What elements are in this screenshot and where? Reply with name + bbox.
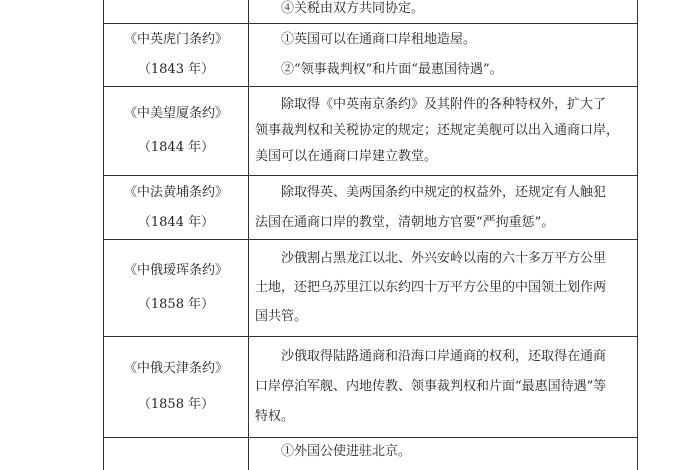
- treaty-term-line: 特权。: [255, 409, 295, 424]
- treaty-name-cell: [104, 87, 249, 176]
- table-row: [104, 0, 638, 24]
- treaty-year: （1844 年）: [137, 140, 215, 155]
- treaty-name: 《中法黄埔条约》: [123, 184, 228, 200]
- treaty-term-line: 领事裁判权和关税协定的规定；还规定美舰可以出入通商口岸，: [255, 123, 620, 138]
- treaty-term-line: 除取得英、美两国条约中规定的权益外，还规定有人触犯: [281, 184, 607, 200]
- treaty-terms-cell: [249, 438, 638, 470]
- treaty-terms-cell: [249, 87, 638, 176]
- treaty-term-line: 国共管。: [255, 309, 308, 324]
- treaty-term-line: 除取得《中英南京条约》及其附件的各种特权外，扩大了: [281, 97, 607, 112]
- treaty-year: （1843 年）: [137, 62, 215, 77]
- treaty-term-line: 口岸停泊军舰、内地传教、领事裁判权和片面“最惠国待遇”等: [255, 379, 607, 394]
- treaty-term-line: 法国在通商口岸的教堂，清朝地方官要“严拘重惩”。: [255, 214, 555, 230]
- treaty-name: 《中英虎门条约》: [123, 32, 228, 47]
- treaty-year: （1844 年）: [137, 214, 215, 230]
- treaty-name: 《中美望厦条约》: [123, 106, 228, 121]
- treaty-terms-cell: [249, 337, 638, 438]
- treaty-terms-cell: [249, 0, 638, 24]
- treaty-term-line: ①外国公使进驻北京。: [281, 444, 412, 459]
- treaty-term-line: 沙俄割占黑龙江以北、外兴安岭以南的六十多万平方公里: [281, 251, 607, 266]
- treaty-term-line: 土地，还把乌苏里江以东约四十万平方公里的中国领土划作两: [255, 280, 607, 295]
- treaty-terms-cell: [249, 24, 638, 87]
- table-row: [104, 24, 638, 87]
- treaty-terms-cell: [249, 240, 638, 337]
- treaty-name-cell: [104, 438, 249, 470]
- treaty-name-cell: [104, 176, 249, 240]
- treaty-term-line: ④关税由双方共同协定。: [281, 1, 425, 16]
- table-row: [104, 176, 638, 240]
- treaty-name-cell: [104, 0, 249, 24]
- treaty-name-cell: [104, 24, 249, 87]
- treaty-year: （1858 年）: [137, 397, 215, 412]
- treaty-term-line: ②“领事裁判权”和片面“最惠国待遇”。: [281, 62, 503, 77]
- treaty-term-line: 美国可以在通商口岸建立教堂。: [255, 149, 438, 164]
- treaty-name-cell: [104, 240, 249, 337]
- treaty-name: 《中俄瑷珲条约》: [123, 263, 228, 278]
- table-row: [104, 337, 638, 438]
- treaty-table: [103, 0, 638, 470]
- table-row: [104, 87, 638, 176]
- treaty-year: （1858 年）: [137, 297, 215, 312]
- treaty-name-cell: [104, 337, 249, 438]
- treaty-name: 《中俄天津条约》: [123, 361, 228, 376]
- treaty-term-line: 沙俄取得陆路通商和沿海口岸通商的权利，还取得在通商: [281, 349, 607, 364]
- treaty-term-line: ①英国可以在通商口岸租地造屋。: [281, 32, 477, 47]
- table-row: [104, 438, 638, 470]
- table-row: [104, 240, 638, 337]
- treaty-terms-cell: [249, 176, 638, 240]
